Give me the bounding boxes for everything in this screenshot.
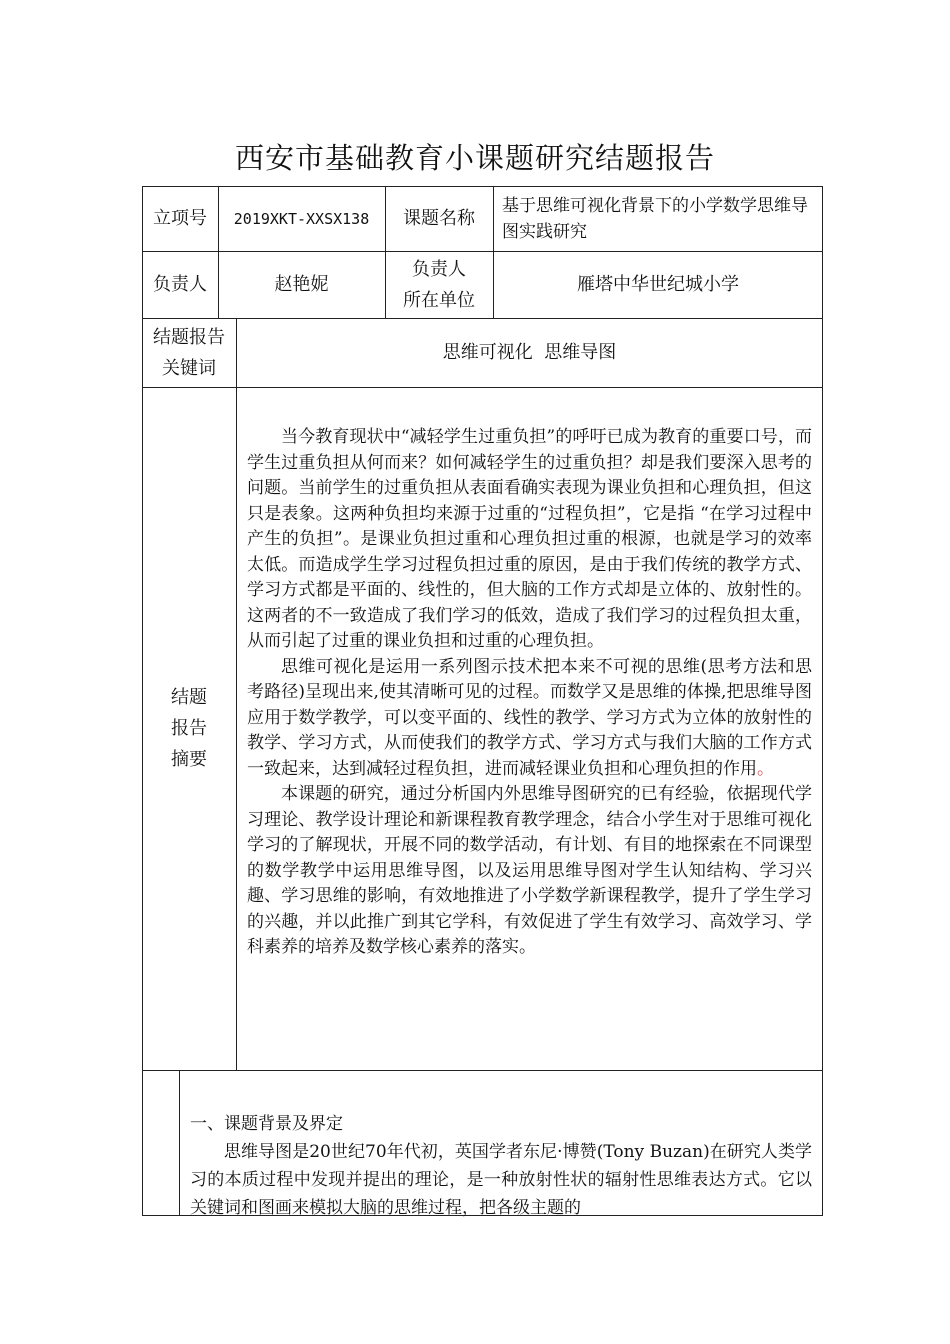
col-divider <box>179 1070 180 1216</box>
summary-text <box>247 425 812 961</box>
project-number-value: 2019XKT-XXSX138 <box>233 209 370 228</box>
project-number-label: 立项号 <box>153 207 207 229</box>
topic-label: 课题名称 <box>403 207 475 229</box>
unit-label-line2: 所在单位 <box>403 289 475 311</box>
summary-paragraph-2-end: 。 <box>757 758 774 779</box>
section-heading: 一、课题背景及界定 <box>190 1114 343 1134</box>
summary-paragraph-3: 本课题的研究，通过分析国内外思维导图研究的已有经验，依据现代学习理论、教学设计理论和新课程教育教学理念，结合小学生对于思维可视化学习的了解现状，开展不同的数学活动，有计划、有目的地探索在不同课型的数学教学中运用思维导图，以及运用思维导图对学生认知结构、学习兴趣、学习思维的影响，有效地推进了小学数学新课程教学，提升了学生学习的兴趣，并以此推广到其它学科，有效促进了学生有效学习、高效学习、学科素养的培养及数学核心素养的落实。 <box>247 784 812 957</box>
summary-label-line1: 结题 <box>171 687 207 708</box>
row-divider <box>142 1070 823 1071</box>
summary-paragraph-1: 当今教育现状中“减轻学生过重负担”的呼吁已成为教育的重要口号，而学生过重负担从何而来？如何减轻学生的过重负担？却是我们要深入思考的问题。当前学生的过重负担从表面看确实表现为课业负担和心理负担，但这只是表象。这两种负担均来源于过重的“过程负担”，它是指 “在学习过程中产生的负担”。是课业负担过重和心理负担过重的根源，也就是学习的效率太低。而造成学生学习过程负担过重的原因，是由于我们传统的教学方式、学习方式都是平面的、线性的，但大脑的工作方式却是立体的、放射性的。这两者的不一致造成了我们学习的低效，造成了我们学习的过程负担太重，从而引起了过重的课业负担和过重的心理负担。 <box>247 427 812 651</box>
topic-value: 基于思维可视化背景下的小学数学思维导图实践研究 <box>502 195 808 242</box>
unit-label-line1: 负责人 <box>412 258 466 280</box>
summary-label <box>142 387 236 1070</box>
leader-label: 负责人 <box>153 273 207 295</box>
unit-label <box>385 251 493 318</box>
summary-paragraph-2-text: 思维可视化是运用一系列图示技术把本来不可视的思维(思考方法和思考路径)呈现出来,使其清晰可见的过程。而数学又是思维的体操,把思维导图应用于数学教学，可以变平面的、线性的教学、学习方式为立体的放射性的教学、学习方式，从而使我们的教学方式、学习方式与我们大脑的工作方式一致起来，达到减轻过程负担，进而减轻课业负担和心理负担的作用 <box>247 656 812 779</box>
unit-value: 雁塔中华世纪城小学 <box>577 273 739 295</box>
keywords-value: 思维可视化 思维导图 <box>442 341 617 363</box>
page-title: 西安市基础教育小课题研究结题报告 <box>234 141 715 175</box>
keywords-label-line1: 结题报告 <box>153 326 225 348</box>
col-divider <box>236 318 237 1070</box>
summary-label-line2: 报告 <box>171 718 207 739</box>
leader-value: 赵艳妮 <box>274 273 329 295</box>
keywords-label-line2: 关键词 <box>162 357 216 379</box>
background-section <box>190 1110 812 1222</box>
summary-paragraph-2 <box>247 655 812 783</box>
keywords-label <box>142 318 236 387</box>
row-divider <box>142 387 823 388</box>
section-paragraph: 思维导图是20世纪70年代初，英国学者东尼·博赞(Tony Buzan)在研究人类学习的本质过程中发现并提出的理论，是一种放射性状的辐射性思维表达方式。它以关键词和图画来模拟大脑的思维过程，把各级主题的 <box>190 1142 812 1218</box>
summary-label-line3: 摘要 <box>171 749 207 770</box>
